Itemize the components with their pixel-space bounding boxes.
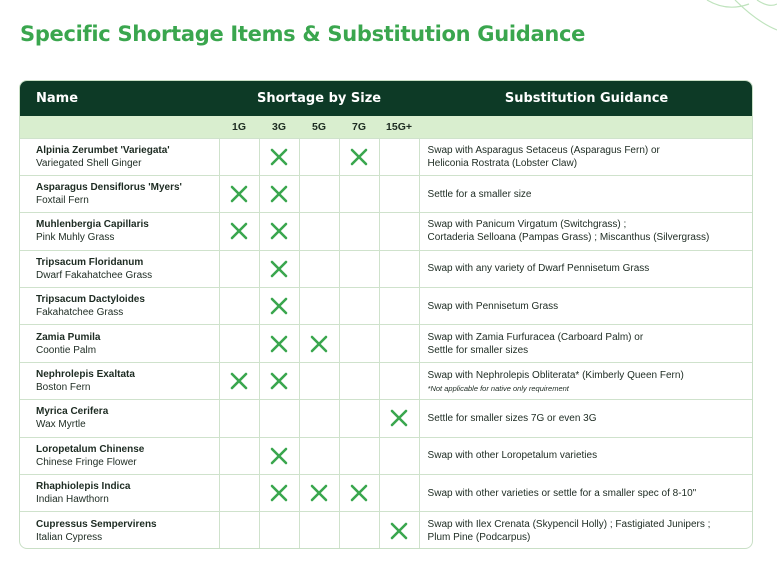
guidance-cell (419, 400, 753, 437)
guidance-note: *Not applicable for native only requirement (427, 383, 569, 393)
x-mark-icon (309, 334, 329, 354)
guidance-text: Swap with Panicum Virgatum (Switchgrass) ; (427, 219, 627, 231)
size-cell-7g (339, 138, 379, 175)
size-cell-7g (339, 325, 379, 362)
common-name: Pink Muhly Grass (36, 232, 115, 244)
leaf-decoration-icon (687, 0, 777, 60)
header-shortage: Shortage by Size (219, 81, 419, 116)
size-cell-3g (259, 512, 299, 549)
plant-name-cell (20, 400, 219, 437)
plant-name-cell (20, 288, 219, 325)
size-cell-1g (219, 213, 259, 250)
guidance-text: Plum Pine (Podcarpus) (427, 531, 531, 543)
guidance-cell (419, 213, 753, 250)
guidance-text: Cortaderia Selloana (Pampas Grass) ; Miscanthus (Silvergrass) (427, 232, 710, 244)
size-cell-15gplus (379, 288, 419, 325)
table-body (20, 138, 753, 549)
size-cell-7g (339, 362, 379, 399)
x-mark-icon (269, 259, 289, 279)
common-name: Wax Myrtle (36, 419, 86, 431)
size-cell-3g (259, 325, 299, 362)
size-cell-7g (339, 475, 379, 512)
size-cell-5g (299, 325, 339, 362)
size-cell-15gplus (379, 138, 419, 175)
size-cell-5g (299, 362, 339, 399)
guidance-cell (419, 362, 753, 399)
x-mark-icon (269, 334, 289, 354)
scientific-name: Rhaphiolepis Indica (36, 481, 131, 493)
common-name: Boston Fern (36, 382, 91, 394)
size-header-15g: 15G+ (379, 116, 419, 138)
size-cell-15gplus (379, 400, 419, 437)
size-cell-5g (299, 475, 339, 512)
common-name: Foxtail Fern (36, 195, 89, 207)
size-cell-15gplus (379, 362, 419, 399)
guidance-text: Settle for smaller sizes (427, 344, 529, 356)
table-row (20, 213, 753, 250)
size-cell-1g (219, 288, 259, 325)
size-cell-3g (259, 362, 299, 399)
table-row (20, 288, 753, 325)
size-cell-3g (259, 250, 299, 287)
size-cell-5g (299, 213, 339, 250)
table-header-row (20, 81, 753, 116)
size-cell-15gplus (379, 213, 419, 250)
common-name: Variegated Shell Ginger (36, 157, 142, 169)
table-row (20, 175, 753, 212)
size-cell-1g (219, 325, 259, 362)
size-cell-15gplus (379, 512, 419, 549)
size-cell-15gplus (379, 325, 419, 362)
scientific-name: Muhlenbergia Capillaris (36, 219, 149, 231)
table-row (20, 362, 753, 399)
guidance-text: Heliconia Rostrata (Lobster Claw) (427, 157, 578, 169)
x-mark-icon (229, 184, 249, 204)
size-cell-1g (219, 400, 259, 437)
guidance-text: Swap with Nephrolepis Obliterata* (Kimberly Queen Fern) (427, 369, 684, 381)
guidance-text: Settle for smaller sizes 7G or even 3G (427, 412, 597, 424)
x-mark-icon (269, 371, 289, 391)
size-cell-15gplus (379, 250, 419, 287)
size-cell-7g (339, 437, 379, 474)
size-cell-3g (259, 437, 299, 474)
x-mark-icon (269, 147, 289, 167)
x-mark-icon (269, 184, 289, 204)
common-name: Indian Hawthorn (36, 494, 109, 506)
table-row (20, 325, 753, 362)
x-mark-icon (349, 483, 369, 503)
guidance-text: Swap with any variety of Dwarf Pennisetum Grass (427, 263, 650, 275)
size-header-1g: 1G (219, 116, 259, 138)
size-cell-7g (339, 512, 379, 549)
size-cell-5g (299, 175, 339, 212)
size-cell-3g (259, 213, 299, 250)
size-cell-7g (339, 250, 379, 287)
x-mark-icon (389, 521, 409, 541)
size-cell-1g (219, 175, 259, 212)
scientific-name: Cupressus Sempervirens (36, 518, 157, 530)
size-cell-1g (219, 475, 259, 512)
page-title: Specific Shortage Items & Substitution Guidance (20, 22, 586, 46)
guidance-cell (419, 288, 753, 325)
guidance-cell (419, 250, 753, 287)
scientific-name: Zamia Pumila (36, 331, 101, 343)
guidance-text: Swap with Asparagus Setaceus (Asparagus Fern) or (427, 144, 660, 156)
common-name: Fakahatchee Grass (36, 307, 124, 319)
guidance-cell (419, 138, 753, 175)
guidance-text: Swap with Ilex Crenata (Skypencil Holly) ; Fastigiated Junipers ; (427, 518, 711, 530)
common-name: Italian Cypress (36, 531, 103, 543)
x-mark-icon (389, 408, 409, 428)
size-cell-5g (299, 138, 339, 175)
x-mark-icon (269, 296, 289, 316)
plant-name-cell (20, 362, 219, 399)
guidance-text: Swap with Zamia Furfuracea (Carboard Palm) or (427, 331, 644, 343)
size-cell-3g (259, 175, 299, 212)
x-mark-icon (229, 221, 249, 241)
table-row (20, 400, 753, 437)
size-cell-5g (299, 288, 339, 325)
guidance-text: Swap with other Loropetalum varieties (427, 450, 598, 462)
scientific-name: Loropetalum Chinense (36, 443, 145, 455)
common-name: Coontie Palm (36, 344, 97, 356)
plant-name-cell (20, 475, 219, 512)
x-mark-icon (349, 147, 369, 167)
scientific-name: Myrica Cerifera (36, 406, 109, 418)
plant-name-cell (20, 138, 219, 175)
size-header-5g: 5G (299, 116, 339, 138)
plant-name-cell (20, 250, 219, 287)
size-header-row (20, 116, 753, 138)
size-cell-5g (299, 437, 339, 474)
size-cell-7g (339, 400, 379, 437)
scientific-name: Alpinia Zerumbet 'Variegata' (36, 144, 170, 156)
size-cell-1g (219, 437, 259, 474)
scientific-name: Tripsacum Dactyloides (36, 294, 145, 306)
size-cell-7g (339, 213, 379, 250)
table-row (20, 250, 753, 287)
size-cell-3g (259, 475, 299, 512)
size-cell-3g (259, 138, 299, 175)
plant-name-cell (20, 512, 219, 549)
size-cell-5g (299, 250, 339, 287)
size-cell-1g (219, 250, 259, 287)
size-header-3g: 3G (259, 116, 299, 138)
size-cell-3g (259, 288, 299, 325)
x-mark-icon (269, 221, 289, 241)
size-cell-1g (219, 138, 259, 175)
size-header-spacer (419, 116, 753, 138)
x-mark-icon (269, 483, 289, 503)
size-cell-3g (259, 400, 299, 437)
table-row (20, 138, 753, 175)
size-cell-1g (219, 512, 259, 549)
size-cell-1g (219, 362, 259, 399)
plant-name-cell (20, 325, 219, 362)
table-row (20, 475, 753, 512)
common-name: Dwarf Fakahatchee Grass (36, 269, 153, 281)
common-name: Chinese Fringe Flower (36, 456, 137, 468)
size-cell-5g (299, 512, 339, 549)
scientific-name: Tripsacum Floridanum (36, 256, 144, 268)
size-cell-5g (299, 400, 339, 437)
guidance-text: Swap with Pennisetum Grass (427, 300, 559, 312)
table-row (20, 512, 753, 549)
size-cell-15gplus (379, 175, 419, 212)
guidance-cell (419, 475, 753, 512)
size-header-7g: 7G (339, 116, 379, 138)
scientific-name: Nephrolepis Exaltata (36, 369, 135, 381)
guidance-cell (419, 175, 753, 212)
guidance-cell (419, 512, 753, 549)
shortage-table (19, 80, 753, 549)
guidance-text: Swap with other varieties or settle for a smaller spec of 8-10" (427, 487, 697, 499)
guidance-text: Settle for a smaller size (427, 188, 532, 200)
x-mark-icon (269, 446, 289, 466)
size-header-spacer (20, 116, 219, 138)
size-cell-7g (339, 175, 379, 212)
scientific-name: Asparagus Densiflorus 'Myers' (36, 182, 182, 194)
table-row (20, 437, 753, 474)
guidance-cell (419, 325, 753, 362)
header-guidance: Substitution Guidance (419, 81, 753, 116)
header-name: Name (20, 81, 219, 116)
size-cell-15gplus (379, 437, 419, 474)
plant-name-cell (20, 437, 219, 474)
plant-name-cell (20, 213, 219, 250)
plant-name-cell (20, 175, 219, 212)
x-mark-icon (309, 483, 329, 503)
size-cell-7g (339, 288, 379, 325)
size-cell-15gplus (379, 475, 419, 512)
x-mark-icon (229, 371, 249, 391)
guidance-cell (419, 437, 753, 474)
